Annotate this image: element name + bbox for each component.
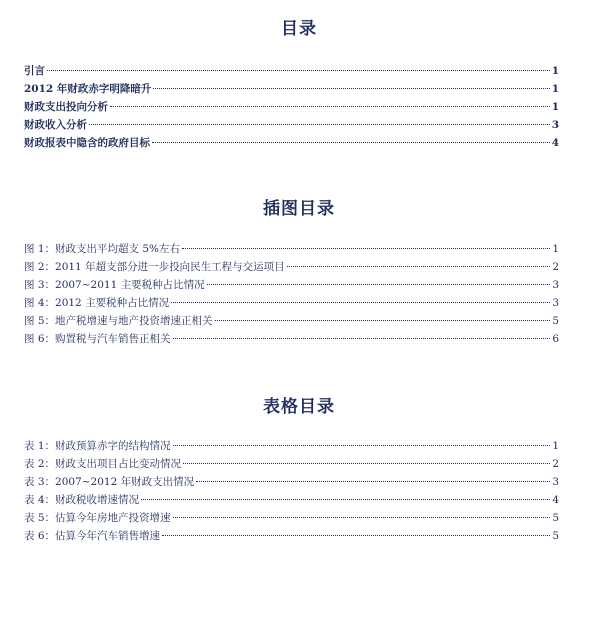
figure-entry[interactable] — [24, 276, 559, 294]
table-entry-label: 表 1：财政预算赤字的结构情况 — [24, 440, 171, 452]
figure-entry-page: 1 — [552, 243, 559, 255]
toc-entry-label: 2012 年财政赤字明降暗升 — [24, 83, 152, 95]
figure-entry-label: 图 1：财政支出平均超支 5%左右 — [24, 243, 181, 255]
leader-dots — [152, 142, 550, 143]
table-entry[interactable] — [24, 473, 559, 491]
table-entry-label: 表 2：财政支出项目占比变动情况 — [24, 458, 182, 470]
toc-title: 目录 — [281, 19, 317, 39]
leader-dots — [173, 338, 551, 339]
figure-entry-page: 5 — [552, 315, 559, 327]
table-entry-page: 4 — [552, 494, 559, 506]
toc-list — [24, 62, 559, 152]
table-entry-label: 表 3：2007~2012 年财政支出情况 — [24, 476, 195, 488]
leader-dots — [47, 70, 550, 71]
toc-entry[interactable] — [24, 80, 559, 98]
table-entry-label: 表 6：估算今年汽车销售增速 — [24, 530, 161, 542]
leader-dots — [141, 499, 550, 500]
leader-dots — [173, 445, 551, 446]
toc-entry-page: 1 — [551, 83, 559, 95]
figures-list — [24, 240, 559, 348]
leader-dots — [110, 106, 550, 107]
leader-dots — [173, 517, 551, 518]
figure-entry-page: 3 — [552, 279, 559, 291]
table-entry[interactable] — [24, 437, 559, 455]
figure-entry[interactable] — [24, 312, 559, 330]
toc-entry[interactable] — [24, 116, 559, 134]
leader-dots — [215, 320, 551, 321]
figure-entry[interactable] — [24, 330, 559, 348]
toc-entry-label: 财政支出投向分析 — [24, 101, 108, 113]
table-entry[interactable] — [24, 509, 559, 527]
toc-entry[interactable] — [24, 62, 559, 80]
table-entry-page: 1 — [552, 440, 559, 452]
leader-dots — [287, 266, 551, 267]
leader-dots — [171, 302, 550, 303]
leader-dots — [207, 284, 551, 285]
figure-entry-label: 图 6：购置税与汽车销售正相关 — [24, 333, 171, 345]
toc-entry[interactable] — [24, 98, 559, 116]
leader-dots — [153, 88, 549, 89]
figure-entry-label: 图 3：2007~2011 主要税种占比情况 — [24, 279, 205, 291]
leader-dots — [89, 124, 550, 125]
table-entry[interactable] — [24, 527, 559, 545]
figure-entry-page: 3 — [552, 297, 559, 309]
table-entry-label: 表 5：估算今年房地产投资增速 — [24, 512, 171, 524]
table-entry[interactable] — [24, 455, 559, 473]
table-entry-page: 3 — [552, 476, 559, 488]
leader-dots — [196, 481, 550, 482]
toc-entry[interactable] — [24, 134, 559, 152]
table-entry-label: 表 4：财政税收增速情况 — [24, 494, 140, 506]
figure-entry-label: 图 5：地产税增速与地产投资增速正相关 — [24, 315, 213, 327]
leader-dots — [162, 535, 550, 536]
figure-entry[interactable] — [24, 240, 559, 258]
figure-entry[interactable] — [24, 258, 559, 276]
toc-entry-page: 3 — [551, 119, 559, 131]
table-entry[interactable] — [24, 491, 559, 509]
toc-entry-page: 4 — [551, 137, 559, 149]
figure-entry-page: 6 — [552, 333, 559, 345]
figure-entry-label: 图 4：2012 主要税种占比情况 — [24, 297, 170, 309]
figure-entry-page: 2 — [552, 261, 559, 273]
toc-entry-label: 财政报表中隐含的政府目标 — [24, 137, 150, 149]
leader-dots — [182, 248, 550, 249]
tables-list — [24, 437, 559, 545]
figure-entry[interactable] — [24, 294, 559, 312]
toc-entry-page: 1 — [551, 65, 559, 77]
figure-entry-label: 图 2：2011 年超支部分进一步投向民生工程与交运项目 — [24, 261, 285, 273]
table-entry-page: 5 — [552, 530, 559, 542]
leader-dots — [183, 463, 550, 464]
table-entry-page: 2 — [552, 458, 559, 470]
tables-title: 表格目录 — [263, 397, 335, 417]
figures-title: 插图目录 — [263, 199, 335, 219]
toc-entry-page: 1 — [551, 101, 559, 113]
toc-entry-label: 财政收入分析 — [24, 119, 87, 131]
table-entry-page: 5 — [552, 512, 559, 524]
toc-entry-label: 引言 — [24, 65, 45, 77]
